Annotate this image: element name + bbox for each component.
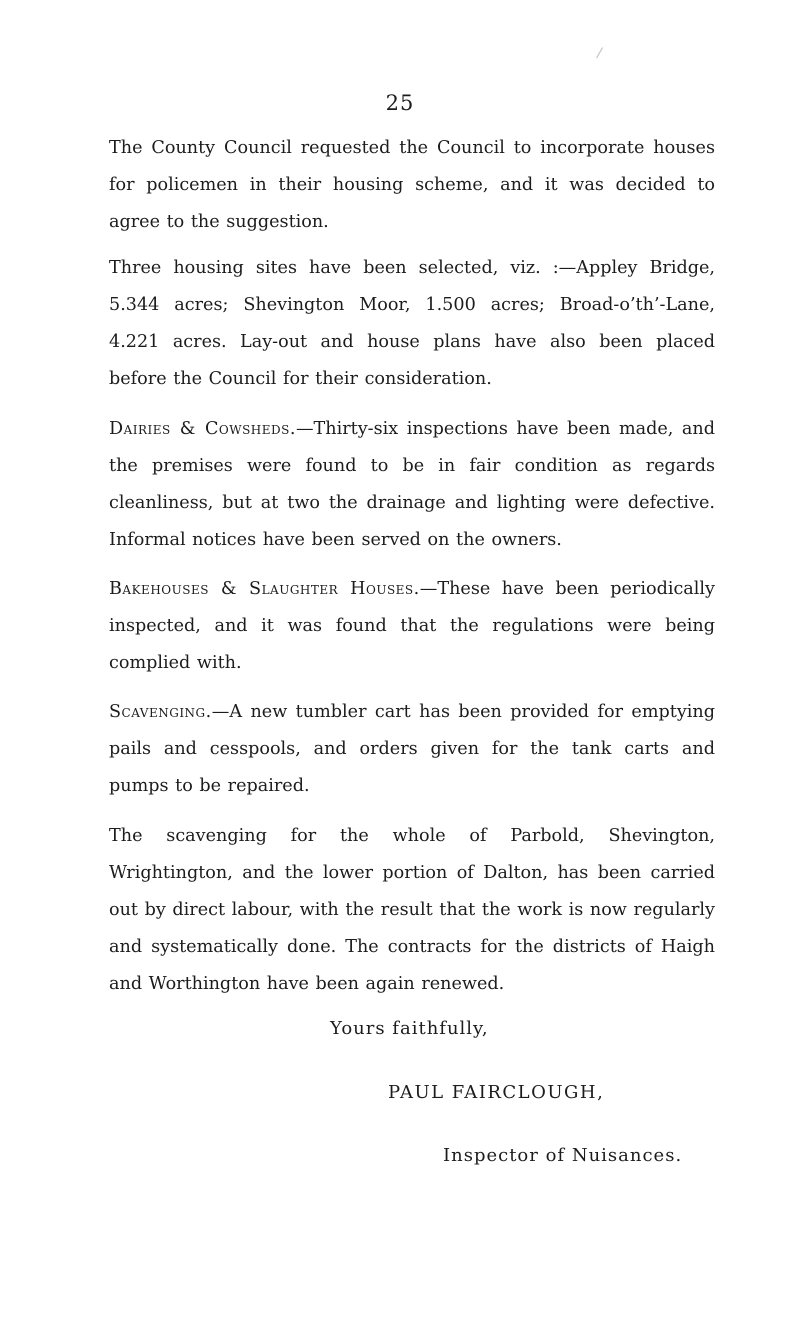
paragraph-text: —These have been periodically inspected, and it was found that the regulations were being complied with. xyxy=(109,579,715,673)
paragraph-text: —A new tumbler cart has been provided for emptying pails and cesspools, and orders given for the tank carts and pumps to be repaired. xyxy=(109,702,715,796)
stray-mark xyxy=(596,47,604,58)
paragraph-scavenging xyxy=(109,694,715,805)
closing-salutation: Yours faithfully, xyxy=(330,1018,489,1039)
paragraph-text: Three housing sites have been selected, viz. :—Appley Bridge, 5.344 acres; Shevington Moor, 1.500 acres; Broad-o’th’-Lane, 4.221 acres. Lay-out and house plans have also been placed before the Council for their consideration. xyxy=(109,258,715,389)
paragraph-police-housing xyxy=(109,130,715,241)
paragraph-housing-sites xyxy=(109,250,715,398)
paragraph-bakehouses xyxy=(109,571,715,682)
paragraph-heading: Dairies & Cowsheds. xyxy=(109,419,296,439)
paragraph-dairies-cowsheds xyxy=(109,411,715,559)
paragraph-heading: Bakehouses & Slaughter Houses. xyxy=(109,579,420,599)
paragraph-scavenging-details xyxy=(109,818,715,1003)
paragraph-text: —Thirty-six inspections have been made, and the premises were found to be in fair condition as regards cleanliness, but at two the drainage and lighting were defective. Informal notices have been served on the owners. xyxy=(109,419,715,550)
paragraph-text: The County Council requested the Council to incorporate houses for policemen in their housing scheme, and it was decided to agree to the suggestion. xyxy=(109,138,715,232)
signature-title: Inspector of Nuisances. xyxy=(443,1145,683,1166)
paragraph-text: The scavenging for the whole of Parbold, Shevington, Wrightington, and the lower portion of Dalton, has been carried out by direct labour, with the result that the work is now regularly and systematically done. The contracts for the districts of Haigh and Worthington have been again renewed. xyxy=(109,826,715,994)
paragraph-heading: Scavenging. xyxy=(109,702,212,722)
page-number: 25 xyxy=(385,91,415,115)
signature-name: PAUL FAIRCLOUGH, xyxy=(388,1082,605,1103)
